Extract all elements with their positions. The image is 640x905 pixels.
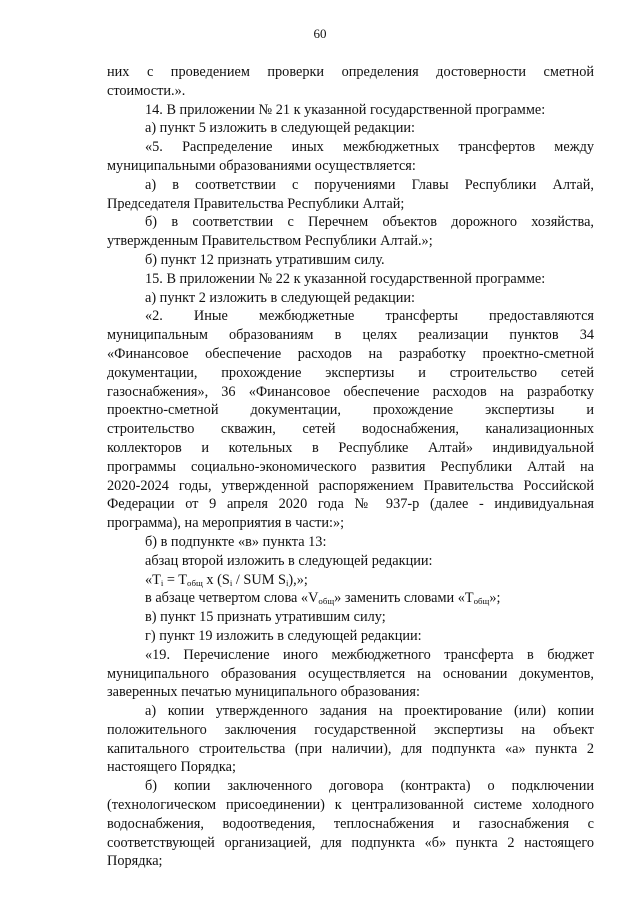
text-line: 14. В приложении № 21 к указанной государственной программе: — [145, 101, 546, 118]
text-line: них с проведением проверки определения достоверности сметной — [107, 64, 594, 80]
text-line: строительство скважин, сетей водоснабжения, канализационных — [107, 421, 594, 438]
text-line: (технологическом присоединении) к централизованной системе холодного — [107, 797, 594, 814]
text-line: соответствующей организацией, для подпункта «б» пункта 2 настоящего — [107, 834, 594, 851]
text-line: Порядка; — [107, 853, 163, 870]
text-line: муниципальными образованиями осуществляется: — [107, 157, 416, 174]
text-line: муниципального образования осуществляется на основании документов, — [107, 665, 594, 682]
text-line: а) копии утвержденного задания на проектирование (или) копии — [145, 703, 594, 720]
document-body — [107, 63, 594, 871]
text-line: Федерации от 9 апреля 2020 года № 937-р (далее - индивидуальная — [107, 496, 594, 513]
text-line: программы социально-экономического развития Республики Алтай на — [107, 458, 594, 475]
text-line: стоимости.». — [107, 82, 186, 99]
text-line: документации, прохождение экспертизы и строительство сетей — [107, 364, 594, 381]
formula-line: «$T_i = T_{общ}$ x ($S_i$ / SUM $S_i$),»; — [145, 571, 308, 588]
text-line: утвержденным Правительством Республики Алтай.»; — [107, 233, 433, 250]
text-line: б) в соответствии с Перечнем объектов дорожного хозяйства, — [145, 214, 594, 231]
text-line: водоснабжения, водоотведения, теплоснабжения и газоснабжения с — [107, 815, 594, 832]
text-line: настоящего Порядка; — [107, 759, 236, 776]
text-line: муниципальным образованиям в целях реализации пунктов 34 — [107, 327, 594, 344]
replacement-line: в абзаце четвертом слова «$V_{общ}$» заменить словами «$T_{общ}$»; — [145, 590, 501, 607]
text-line: а) в соответствии с поручениями Главы Республики Алтай, — [145, 176, 594, 193]
text-line: абзац второй изложить в следующей редакции: — [145, 552, 433, 569]
text-line: б) в подпункте «в» пункта 13: — [145, 533, 327, 550]
text-line: программа), на мероприятия в части:»; — [107, 515, 345, 532]
text-line: капитального строительства (при наличии), для подпункта «а» пункта 2 — [107, 740, 594, 757]
text-line: а) пункт 2 изложить в следующей редакции: — [145, 289, 415, 306]
text-line: «5. Распределение иных межбюджетных трансфертов между — [145, 139, 594, 156]
text-line: «Финансовое обеспечение расходов на разработку проектно-сметной — [107, 345, 594, 362]
text-line: положительного заключения государственной экспертизы на объект — [107, 721, 594, 738]
page-number: 60 — [313, 26, 327, 41]
text-line: в) пункт 15 признать утратившим силу; — [145, 609, 386, 626]
text-line: газоснабжения», 36 «Финансовое обеспечение расходов на разработку — [107, 383, 594, 400]
text-line: заверенных печатью муниципального образования: — [107, 684, 420, 701]
text-line: Председателя Правительства Республики Алтай; — [107, 195, 405, 212]
text-line: а) пункт 5 изложить в следующей редакции: — [145, 120, 415, 137]
text-line: б) пункт 12 признать утратившим силу. — [145, 251, 385, 268]
text-line: г) пункт 19 изложить в следующей редакции: — [145, 627, 422, 644]
text-line: коллекторов и котельных в Республике Алтай» индивидуальной — [107, 439, 594, 456]
text-line: «19. Перечисление иного межбюджетного трансферта в бюджет — [145, 646, 594, 663]
text-line: проектно-сметной документации, прохождение экспертизы и — [107, 402, 594, 419]
text-line: 15. В приложении № 22 к указанной государственной программе: — [145, 270, 546, 287]
text-line: б) копии заключенного договора (контракта) о подключении — [145, 778, 594, 795]
text-line: 2020-2024 годы, утвержденной распоряжением Правительства Российской — [107, 477, 594, 494]
text-line: «2. Иные межбюджетные трансферты предоставляются — [145, 308, 594, 325]
